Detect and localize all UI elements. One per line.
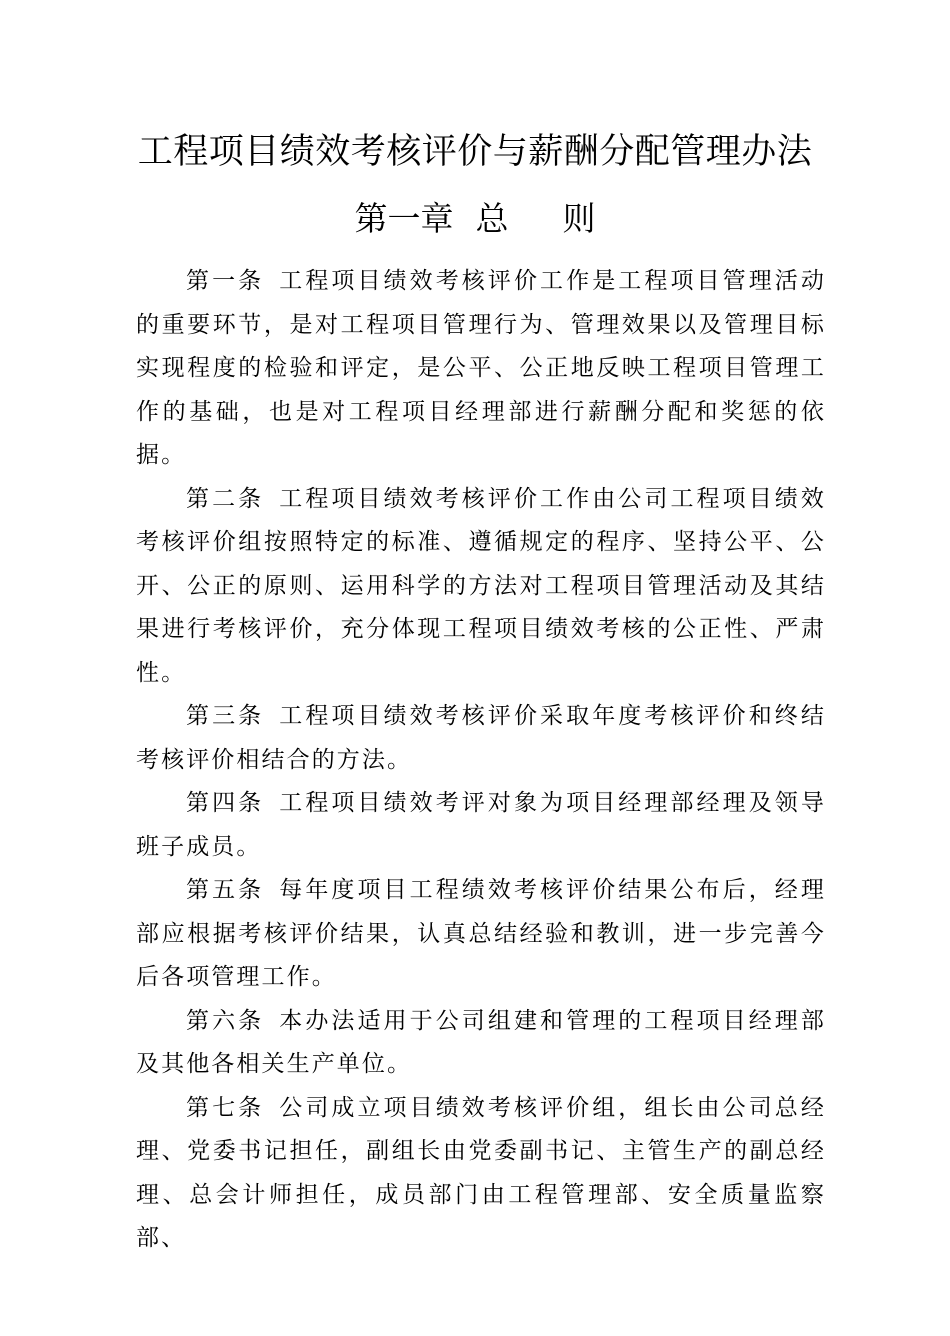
chapter-word-1: 总 xyxy=(475,199,509,238)
document-title: 工程项目绩效考核评价与薪酬分配管理办法 xyxy=(137,132,813,172)
article-label: 第五条 xyxy=(186,877,265,903)
article-label: 第三条 xyxy=(186,703,265,729)
article-label: 第一条 xyxy=(186,268,265,294)
article-2 xyxy=(136,478,826,696)
chapter-heading xyxy=(0,193,950,245)
article-3 xyxy=(136,695,826,782)
article-label: 第七条 xyxy=(186,1094,265,1121)
article-7 xyxy=(136,1087,826,1261)
article-text: 工程项目绩效考评对象为项目经理部经理及领导班子成员。 xyxy=(136,790,826,860)
article-6 xyxy=(136,1000,826,1087)
article-text: 工程项目绩效考核评价采取年度考核评价和终结考核评价相结合的方法。 xyxy=(136,703,826,773)
document-body xyxy=(136,260,826,1261)
article-text: 本办法适用于公司组建和管理的工程项目经理部及其他各相关生产单位。 xyxy=(136,1007,826,1077)
article-text: 公司成立项目绩效考核评价组，组长由公司总经理、党委书记担任，副组长由党委副书记、主管生产的副总经理、总会计师担任，成员部门由工程管理部、安全质量监察部、 xyxy=(136,1094,826,1251)
article-label: 第四条 xyxy=(186,790,265,816)
article-text: 每年度项目工程绩效考核评价结果公布后，经理部应根据考核评价结果，认真总结经验和教训，进一步完善今后各项管理工作。 xyxy=(136,877,826,990)
article-text: 工程项目绩效考核评价工作由公司工程项目绩效考核评价组按照特定的标准、遵循规定的程序、坚持公平、公开、公正的原则、运用科学的方法对工程项目管理活动及其结果进行考核评价，充分体现工程项目绩效考核的公正性、严肃性。 xyxy=(136,485,826,686)
chapter-number: 第一章 xyxy=(354,199,454,238)
article-4 xyxy=(136,782,826,869)
article-5 xyxy=(136,869,826,1000)
article-1 xyxy=(136,260,826,478)
article-text: 工程项目绩效考核评价工作是工程项目管理活动的重要环节，是对工程项目管理行为、管理效果以及管理目标实现程度的检验和评定，是公平、公正地反映工程项目管理工作的基础，也是对工程项目经理部进行薪酬分配和奖惩的依据。 xyxy=(136,268,826,468)
chapter-word-2: 则 xyxy=(562,199,596,238)
article-label: 第六条 xyxy=(186,1007,265,1034)
article-label: 第二条 xyxy=(186,485,265,512)
